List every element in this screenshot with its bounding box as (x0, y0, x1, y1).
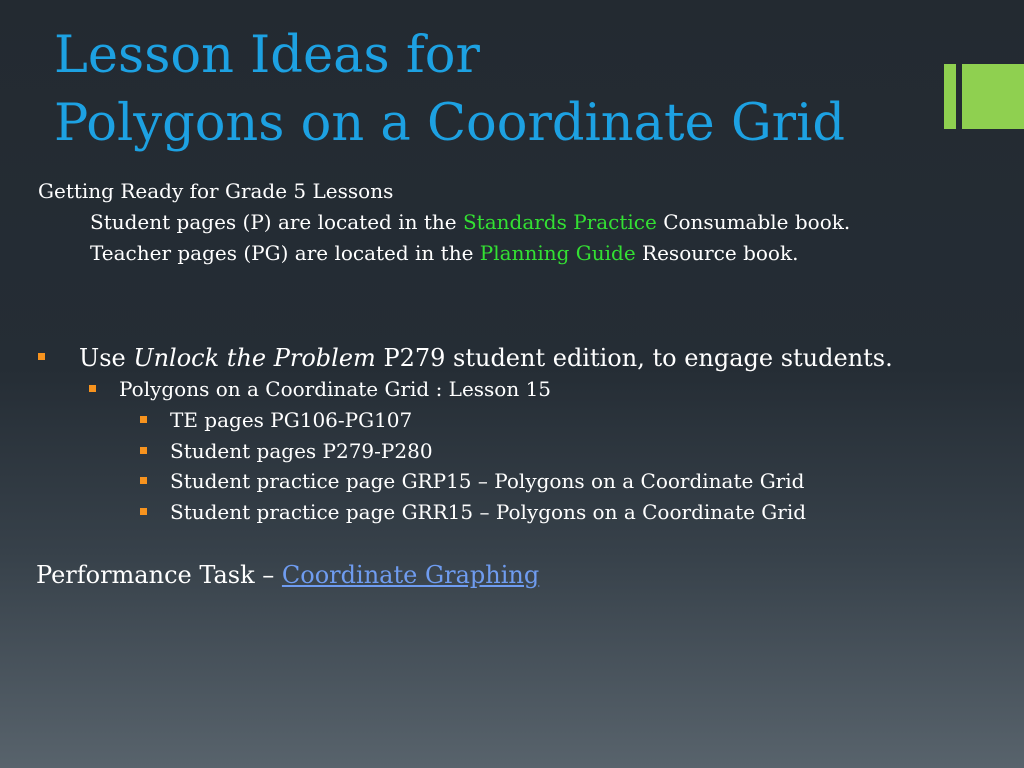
bullet-item-text: TE pages PG106-PG107 (170, 408, 413, 432)
bullet-item-text: Student practice page GRP15 – Polygons on a Coordinate Grid (170, 469, 805, 493)
bullet-item-text: Student pages P279-P280 (170, 439, 433, 463)
accent-bar-thin (944, 64, 956, 129)
bullet-main-suffix: P279 student edition, to engage students. (375, 344, 893, 372)
accent-bar-thick (962, 64, 1024, 129)
bullet-square-icon (140, 416, 147, 423)
bullet-square-icon (140, 477, 147, 484)
bullet-item-text: Student practice page GRR15 – Polygons on a Coordinate Grid (170, 500, 807, 524)
performance-task-label: Performance Task – (36, 561, 282, 589)
title-line-1: Lesson Ideas for (54, 26, 480, 85)
intro-line-teacher-prefix: Teacher pages (PG) are located in the (90, 241, 480, 265)
bullet-square-icon (38, 353, 45, 360)
title-line-2: Polygons on a Coordinate Grid (54, 94, 846, 153)
unlock-the-problem-title: Unlock the Problem (133, 344, 376, 372)
intro-block (38, 176, 850, 269)
slide-title (54, 22, 845, 158)
bullet-square-icon (89, 385, 96, 392)
planning-guide-highlight: Planning Guide (479, 241, 636, 265)
bullet-main-prefix: Use (79, 344, 134, 372)
bullet-square-icon (140, 508, 147, 515)
intro-line-teacher (38, 238, 850, 269)
bullet-square-icon (140, 447, 147, 454)
standards-practice-highlight: Standards Practice (462, 210, 657, 234)
bullet-sub-text: Polygons on a Coordinate Grid : Lesson 15 (119, 377, 552, 401)
intro-line-teacher-suffix: Resource book. (635, 241, 799, 265)
coordinate-graphing-link[interactable]: Coordinate Graphing (281, 561, 540, 589)
performance-task (36, 558, 539, 592)
intro-line-student-suffix: Consumable book. (656, 210, 851, 234)
intro-heading: Getting Ready for Grade 5 Lessons (38, 179, 394, 203)
intro-line-student-prefix: Student pages (P) are located in the (90, 210, 463, 234)
bullet-main-text (79, 340, 893, 376)
intro-line-student (38, 207, 850, 238)
